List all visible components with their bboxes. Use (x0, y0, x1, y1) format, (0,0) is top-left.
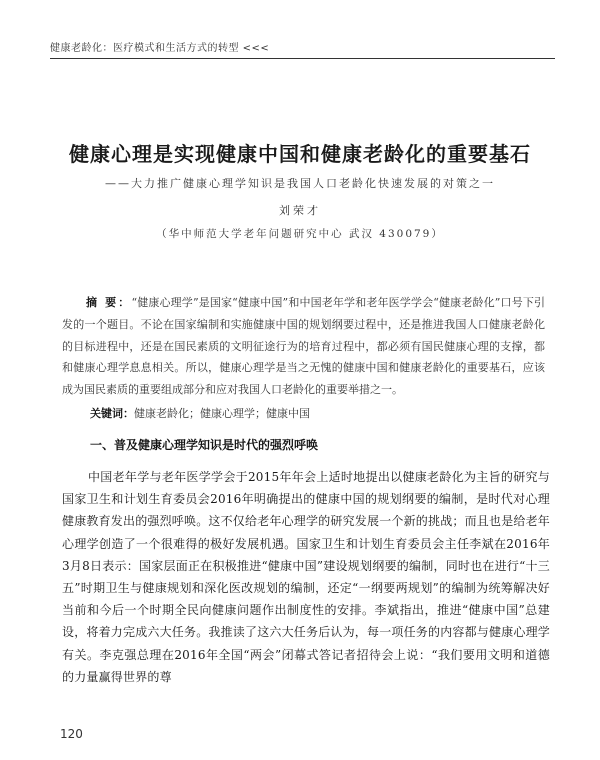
header-rule (50, 58, 555, 59)
article-title: 健康心理是实现健康中国和健康老龄化的重要基石 (69, 142, 531, 166)
author-name: 刘荣才 (279, 204, 321, 217)
abstract (62, 292, 545, 401)
abstract-label: 摘 要： (86, 296, 132, 309)
running-header: 健康老龄化：医疗模式和生活方式的转型 <<< (50, 43, 270, 54)
keywords (90, 405, 560, 421)
keywords-label: 关键词： (90, 407, 134, 420)
keywords-text: 健康老龄化；健康心理学；健康中国 (134, 407, 310, 420)
abstract-text: “健康心理学”是国家“健康中国”和中国老年学和老年医学学会“健康老龄化”口号下引发的一个题目。不论在国家编制和实施健康中国的规划纲要过程中，还是推进我国人口健康老龄化的目标进程中，还是在国民素质的文明征途行为的培育过程中，都必须有国民健康心理的支撑，都和健康心理学息息相关。所以，健康心理学是当之无愧的健康中国和健康老龄化的重要基石，应该成为国民素质的重要组成部分和应对我国人口老龄化的重要举措之一。 (62, 296, 545, 397)
page-number: 120 (60, 727, 83, 741)
section-heading: 一、普及健康心理学知识是时代的强烈呼唤 (90, 438, 319, 452)
author-affiliation: （华中师范大学老年问题研究中心 武汉 430079） (156, 228, 444, 240)
article-subtitle: ——大力推广健康心理学知识是我国人口老龄化快速发展的对策之一 (105, 177, 495, 190)
body-paragraph: 中国老年学与老年医学学会于2015年年会上适时地提出以健康老龄化为主旨的研究与国家卫生和计划生育委员会2016年明确提出的健康中国的规划纲要的编制，是时代对心理健康教育发出的强烈呼唤。这不仅给老年心理学的研究发展一个新的挑战；而且也是给老年心理学创造了一个很难得的极好发展机遇。国家卫生和计划生育委员会主任李斌在2016年3月8日表示：国家层面正在积极推进“健康中国”建设规划纲要的编制，同时也在进行“十三五”时期卫生与健康规划和深化医改规划的编制，还定“一纲要两规划”的编制为统筹解决好当前和今后一个时期全民向健康问题作出制度性的安排。李斌指出，推进“健康中国”总建设，将着力完成六大任务。我推读了这六大任务后认为，每一项任务的内容都与健康心理学有关。李克强总理在2016年全国“两会”闭幕式答记者招待会上说：“我们要用文明和道德的力量赢得世界的尊 (62, 470, 551, 684)
